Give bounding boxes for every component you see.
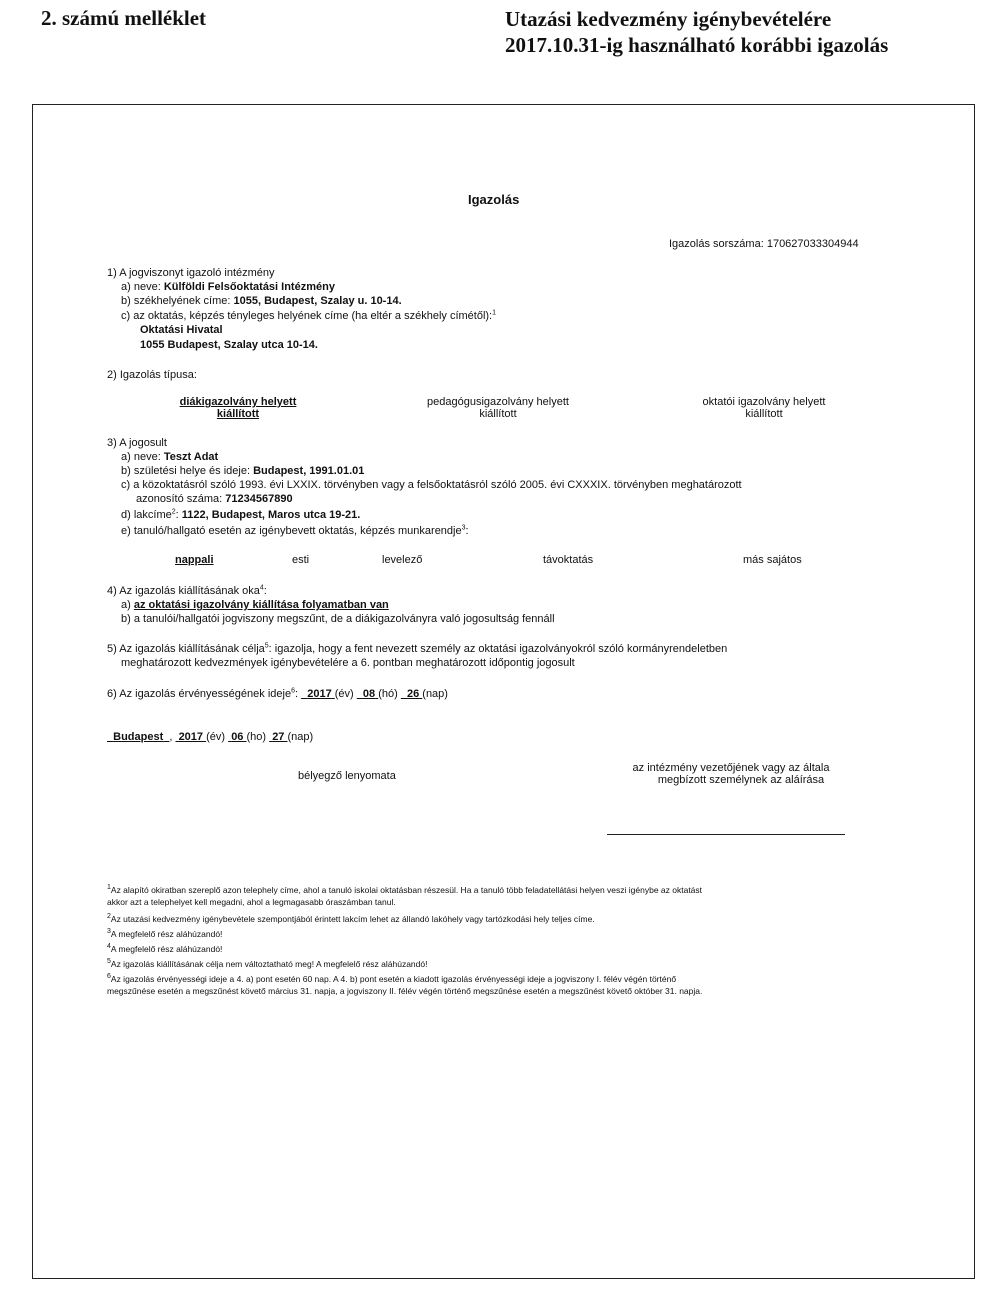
education-place-label: c) az oktatás, képzés tényleges helyének címe (ha eltér a székhely címétől):$^1$ xyxy=(121,309,497,322)
type-option-student: diákigazolvány helyett kiállított xyxy=(179,396,297,420)
validity-month: 08 xyxy=(362,688,376,700)
study-mode-label: e) tanuló/hallgató esetén az igénybevett oktatás, képzés munkarendje$^3$: xyxy=(121,524,469,537)
issue-day: 27 xyxy=(272,731,285,743)
document-header xyxy=(505,6,888,58)
study-mode-tavoktatas: távoktatás xyxy=(543,554,594,566)
section-5-line-1: 5) Az igazolás kiállításának célja$^5$: igazolja, hogy a fent nevezett személy az oktatási igazolványokról szóló kormányrendeletben xyxy=(107,642,728,655)
annex-label: 2. számú melléklet xyxy=(41,6,207,30)
footnote-5: $^5$Az igazolás kiállításának célja nem változtatható meg! A megfelelő rész aláhúzandó! xyxy=(107,958,428,969)
holder-address: d) lakcíme$^2$: 1122, Budapest, Maros utca 19-21. xyxy=(121,508,361,521)
reason-a: a) az oktatási igazolvány kiállítása folyamatban van xyxy=(121,599,389,611)
section-1-heading: 1) A jogviszonyt igazoló intézmény xyxy=(107,267,275,279)
education-place-name: Oktatási Hivatal xyxy=(140,324,223,336)
header-line-2: 2017.10.31-ig használható korábbi igazolás xyxy=(505,33,889,57)
issue-month: 06 xyxy=(231,731,244,743)
place-and-date: Budapest , 2017 (év) 06 (ho) 27 (nap) xyxy=(107,731,313,743)
study-mode-nappali: nappali xyxy=(175,554,214,566)
holder-id-value: 71234567890 xyxy=(225,493,293,505)
reason-b: b) a tanulói/hallgatói jogviszony megszűnt, de a diákigazolványra való jogosultság fennáll xyxy=(121,613,555,625)
header-line-1: Utazási kedvezmény igénybevételére xyxy=(505,7,832,31)
holder-birth: b) születési helye és ideje: Budapest, 1991.01.01 xyxy=(121,465,365,477)
serial-label: Igazolás sorszáma: xyxy=(669,238,764,250)
section-4-heading: 4) Az igazolás kiállításának oka$^4$: xyxy=(107,584,267,597)
section-2-heading: 2) Igazolás típusa: xyxy=(107,369,197,381)
serial-number xyxy=(669,238,859,250)
section-5-line-2: meghatározott kedvezmények igénybevételére a 6. pontban meghatározott időpontig jogosult xyxy=(121,657,575,669)
signature-label: az intézmény vezetőjének vagy az általa megbízott személynek az aláírása xyxy=(632,762,830,786)
institution-seat-value: 1055, Budapest, Szalay u. 10-14. xyxy=(233,295,402,307)
validity-year: 2017 xyxy=(307,688,332,700)
serial-value: 170627033304944 xyxy=(766,238,859,250)
holder-name: a) neve: Teszt Adat xyxy=(121,451,219,463)
holder-id-label: c) a közoktatásról szóló 1993. évi LXXIX. törvényben vagy a felsőoktatásról szóló 2005. évi CXXXIX. törvényben meghatározott xyxy=(121,479,742,491)
footnote-2: $^2$Az utazási kedvezmény igénybevétele szempontjából érintett lakcím lehet az állandó lakóhely vagy tartózkodási hely teljes címe. xyxy=(107,913,595,924)
holder-address-value: 1122, Budapest, Maros utca 19-21. xyxy=(181,509,361,521)
holder-name-value: Teszt Adat xyxy=(163,451,219,463)
study-mode-mas: más sajátos xyxy=(743,554,802,566)
institution-name-value: Külföldi Felsőoktatási Intézmény xyxy=(163,281,335,293)
footnote-6: $^6$Az igazolás érvényességi ideje a 4. a) pont esetén 60 nap. A 4. b) pont esetén a kiadott igazolás érvényességi ideje a jogviszony I. félév végén történő megszűnése esetén a megszűnést követő március 31. napja, a jogviszony II. félév végén történő megszűnése esetén a megszűnést követő október 31. napja. xyxy=(107,973,703,996)
page-title: Igazolás xyxy=(468,192,520,207)
study-mode-levelezo: levelező xyxy=(382,554,423,566)
institution-name: a) neve: Külföldi Felsőoktatási Intézmény xyxy=(121,281,335,293)
footnote-4: $^4$A megfelelő rész aláhúzandó! xyxy=(107,943,223,954)
issue-year: 2017 xyxy=(178,731,204,743)
signature-line xyxy=(607,834,845,835)
holder-id: azonosító száma: 71234567890 xyxy=(136,493,293,505)
type-option-teacher: pedagógusigazolvány helyett kiállított xyxy=(427,396,569,420)
footnote-1: $^1$Az alapító okiratban szereplő azon telephely címe, ahol a tanuló iskolai oktatásban részesül. Ha a tanuló több feladatellátási helyen veszi igénybe az oktatást akkor azt a telephelyet kell megadni, ahol a legmagasabb óraszámban tanul. xyxy=(107,884,703,907)
reason-a-value: az oktatási igazolvány kiállítása folyamatban van xyxy=(133,599,389,611)
stamp-label: bélyegző lenyomata xyxy=(298,770,396,782)
institution-seat: b) székhelyének címe: 1055, Budapest, Szalay u. 10-14. xyxy=(121,295,402,307)
validity-date: 6) Az igazolás érvényességének ideje$^6$: 2017 (év) 08 (hó) 26 (nap) xyxy=(107,687,448,700)
holder-birth-value: Budapest, 1991.01.01 xyxy=(253,465,365,477)
issue-place: Budapest xyxy=(113,731,164,743)
type-option-lecturer: oktatói igazolvány helyett kiállított xyxy=(702,396,826,420)
education-place-address: 1055 Budapest, Szalay utca 10-14. xyxy=(140,339,318,351)
study-mode-esti: esti xyxy=(292,554,310,566)
footnote-3: $^3$A megfelelő rész aláhúzandó! xyxy=(107,928,223,939)
section-3-heading: 3) A jogosult xyxy=(107,437,167,449)
validity-day: 26 xyxy=(406,688,420,700)
